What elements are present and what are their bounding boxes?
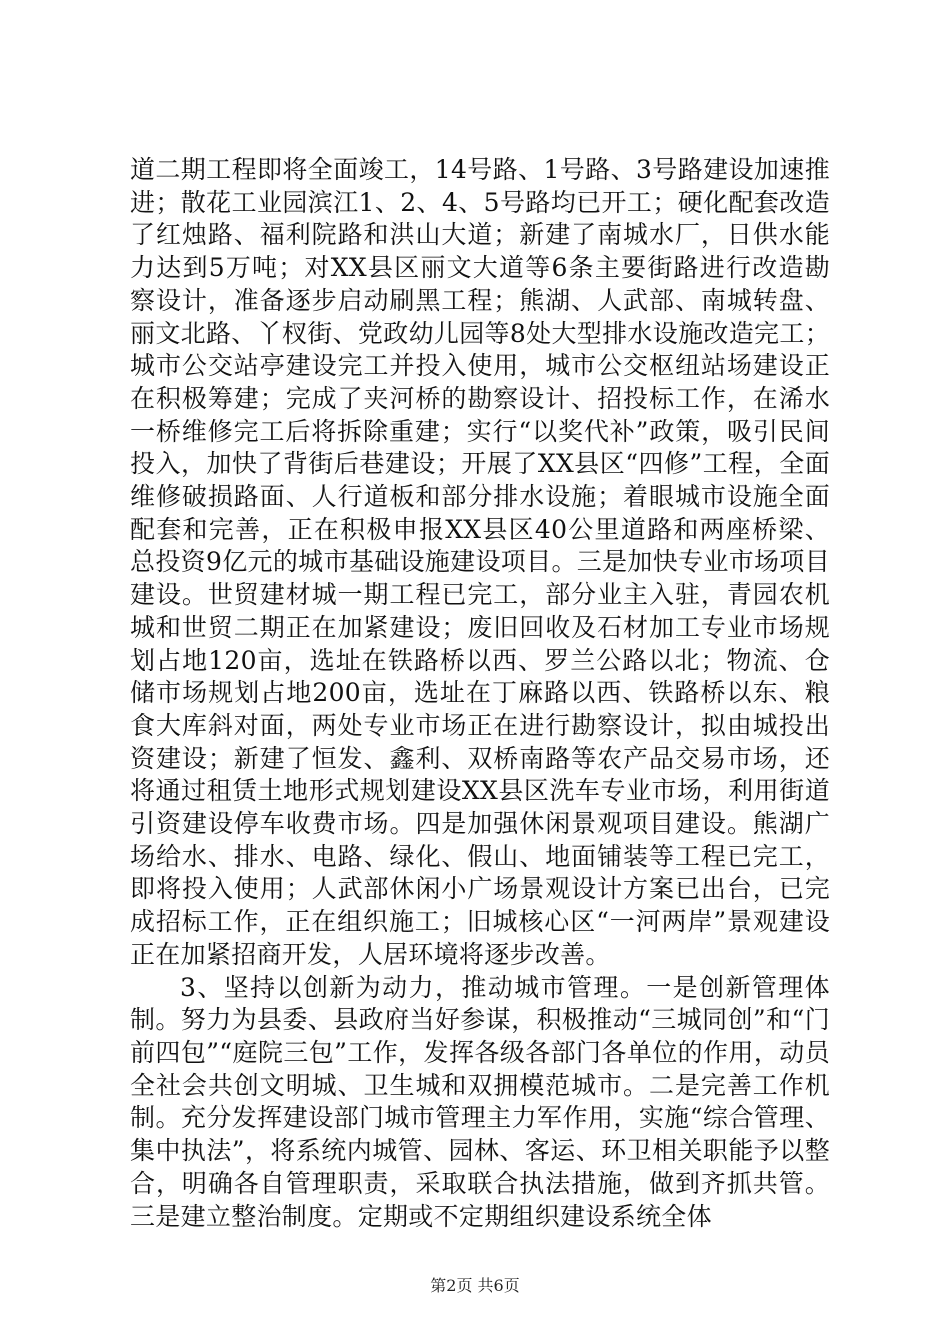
paragraph-section-3: 3、坚持以创新为动力，推动城市管理。一是创新管理体制。努力为县委、县政府当好参谋，积极推动“三城同创”和“门前四包”“庭院三包”工作，发挥各级各部门各单位的作用，动员全社会共创文明城、卫生城和双拥模范城市。二是完善工作机制。充分发挥建设部门城市管理主力军作用，实施“综合管理、集中执法”，将系统内城管、园林、客运、环卫相关职能予以整合，明确各自管理职责，采取联合执法措施，做到齐抓共管。三是建立整治制度。定期或不定期组织建设系统全体 — [130, 972, 830, 1231]
paragraph-continuation: 道二期工程即将全面竣工，14号路、1号路、3号路建设加速推进；散花工业园滨江1、2、4、5号路均已开工；硬化配套改造了红烛路、福利院路和洪山大道；新建了南城水厂，日供水能力达到5万吨；对XX县区丽文大道等6条主要街路进行改造勘察设计，准备逐步启动刷黑工程；熊湖、人武部、南城转盘、丽文北路、丫杈街、党政幼儿园等8处大型排水设施改造完工；城市公交站亭建设完工并投入使用，城市公交枢纽站场建设正在积极筹建；完成了夹河桥的勘察设计、招投标工作，在浠水一桥维修完工后将拆除重建；实行“以奖代补”政策，吸引民间投入，加快了背街后巷建设；开展了XX县区“四修”工程，全面维修破损路面、人行道板和部分排水设施；着眼城市设施全面配套和完善，正在积极申报XX县区40公里道路和两座桥梁、总投资9亿元的城市基础设施建设项目。三是加快专业市场项目建设。世贸建材城一期工程已完工，部分业主入驻，青园农机城和世贸二期正在加紧建设；废旧回收及石材加工专业市场规划占地120亩，选址在铁路桥以西、罗兰公路以北；物流、仓储市场规划占地200亩，选址在丁麻路以西、铁路桥以东、粮食大库斜对面，两处专业市场正在进行勘察设计，拟由城投出资建设；新建了恒发、鑫利、双桥南路等农产品交易市场，还将通过租赁土地形式规划建设XX县区洗车专业市场，利用街道引资建设停车收费市场。四是加强休闲景观项目建设。熊湖广场给水、排水、电路、绿化、假山、地面铺装等工程已完工，即将投入使用；人武部休闲小广场景观设计方案已出台，已完成招标工作，正在组织施工；旧城核心区“一河两岸”景观建设正在加紧招商开发，人居环境将逐步改善。 — [130, 155, 830, 969]
page-number-footer: 第2页 共6页 — [430, 1276, 520, 1295]
document-body — [130, 154, 830, 1233]
